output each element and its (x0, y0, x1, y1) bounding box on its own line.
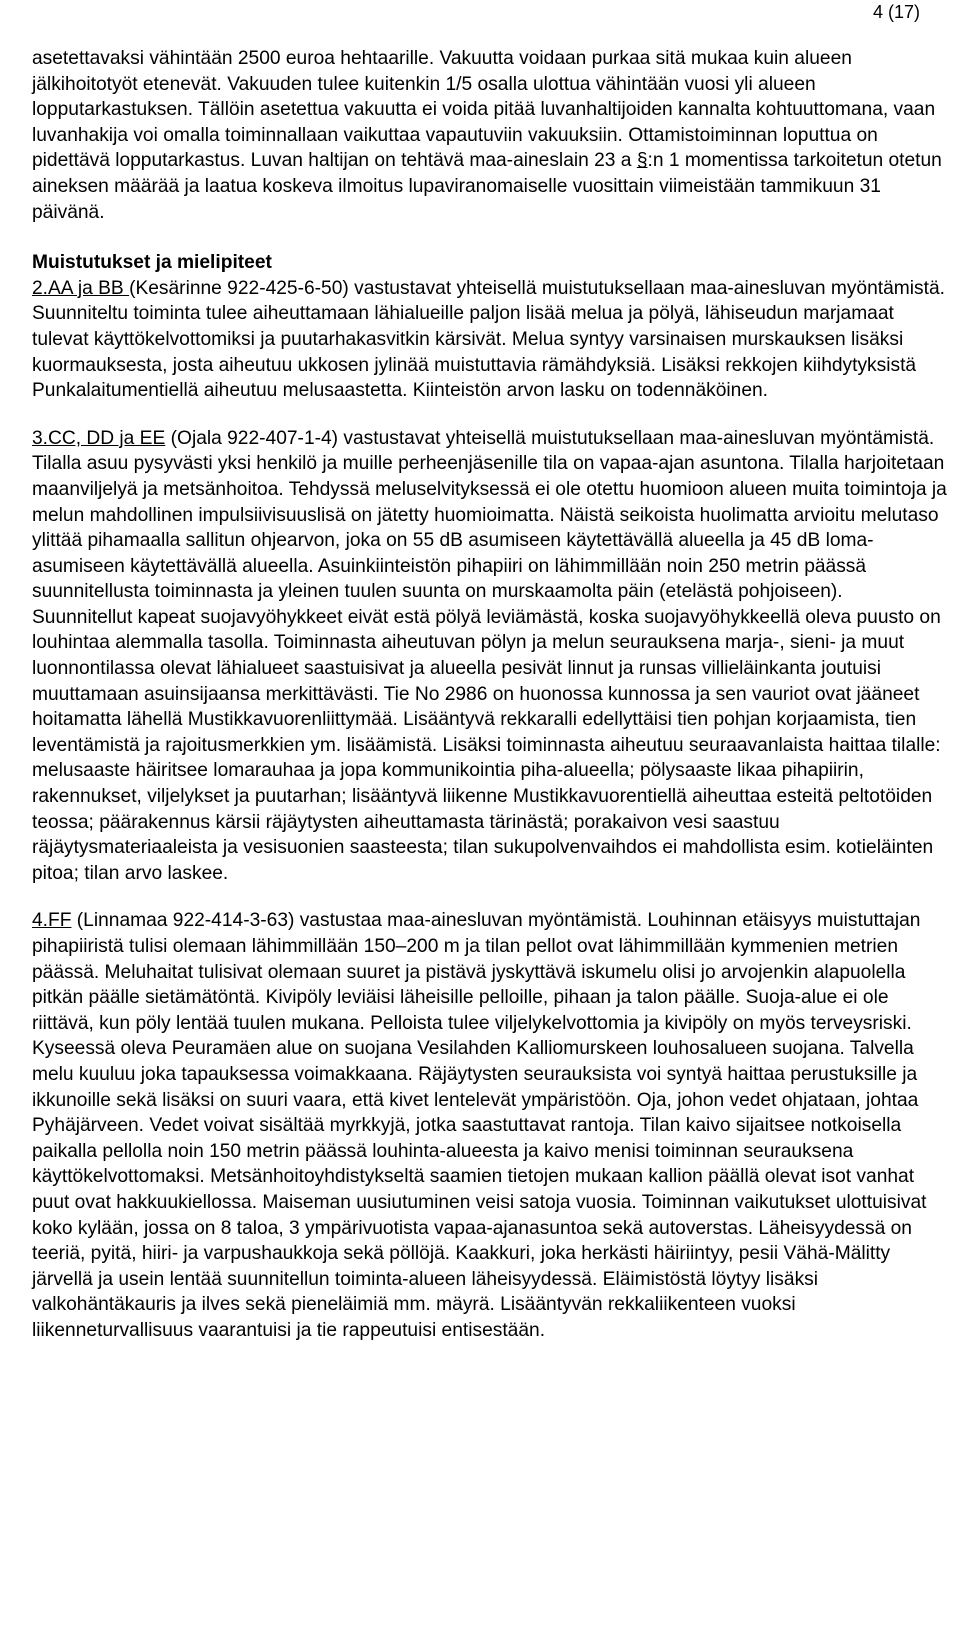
statement-2-label: 2.AA ja BB (32, 277, 130, 299)
page-number: 4 (17) (872, 2, 920, 22)
section-heading: Muistutukset ja mielipiteet (32, 252, 272, 274)
intro-paragraph (32, 46, 948, 225)
intro-text-2: :n 1 momentissa tarkoitetun otetun aineksen määrää ja laatua koskeva ilmoitus lupaviranomaiselle vuosittain viimeistään tammikuun 31 päivänä. (32, 150, 942, 223)
statement-2-text: (Kesärinne 922-425-6-50) vastustavat yhteisellä muistutuksellaan maa-ainesluvan myöntämistä. Suunniteltu toiminta tulee aiheuttamaan lähialueille paljon lisää melua ja pölyä, lähiseudun marjamaat tulevat käyttökelvottomiksi ja puutarhakasvitkin kärsivät. Melua syntyy varsinaisen murskauksen lisäksi kuormauksesta, josta aiheutuu ukkosen jylinää muistuttavia rämähdyksiä. Lisäksi rekkojen kiihdytyksistä Punkalaitumentiellä aiheutuu melusaastetta. Kiinteistön arvon lasku on todennäköinen. (32, 277, 945, 402)
statement-3 (32, 426, 948, 887)
intro-text-1: asetettavaksi vähintään 2500 euroa hehtaarille. Vakuutta voidaan purkaa sitä mukaa kuin alueen jälkihoitotyöt etenevät. Vakuuden tulee kuitenkin 1/5 osalla ulottua vähintään vuosi yli alueen lopputarkastuksen. Tällöin asetettua vakuutta ei voida pitää luvanhaltijoiden kannalta kohtuuttomana, vaan luvanhakija voi omalla toiminnallaan vaikuttaa vapautuviin vakuuksiin. Ottamistoiminnan loputtua on pidettävä lopputarkastus. Luvan haltijan on tehtävä maa-aineslain 23 a (32, 48, 936, 172)
section-mark: § (636, 150, 648, 172)
statement-2 (32, 276, 948, 404)
statement-3-label: 3.CC, DD ja EE (32, 427, 166, 449)
statement-4-text: (Linnamaa 922-414-3-63) vastustaa maa-ainesluvan myöntämistä. Louhinnan etäisyys muistuttajan pihapiiristä tulisi olemaan lähimmillään 150–200 m ja tilan pellot ovat lähimmillään kymmenien metrien päässä. Meluhaitat tulisivat olemaan suuret ja pistävä jyskyttävä iskumelu olisi jo arvojenkin alapuolella pitkän päälle sietämätöntä. Kivipöly leviäisi läheisille pelloille, pihaan ja talon päälle. Suoja-alue ei ole riittävä, kun pöly lentää tuulen mukana. Pelloista tulee viljelykelvottomia ja kivipöly on myös terveysriski. Kyseessä oleva Peuramäen alue on suojana Vesilahden Kalliomurskeen louhosalueen suojana. Talvella melu kuuluu joka tapauksessa voimakkaana. Räjäytysten seurauksista voi syntyä haittaa perustuksille ja ikkunoille sekä lisäksi on suuri vaara, että kivet lentelevät ympäristöön. Oja, johon vedet ohjataan, johtaa Pyhäjärveen. Vedet voivat sisältää myrkkyjä, jotka saastuttavat rantoja. Tilan kaivo sijaitsee notkoisella paikalla pellolla noin 150 metrin päässä louhinta-alueesta ja kaivo menisi toiminnan seurauksena käyttökelvottomaksi. Metsänhoitoyhdistykseltä saamien tietojen mukaan kallion päällä olevat isot vanhat puut ovat hakkuukiellossa. Maiseman uusiutuminen veisi satoja vuosia. Toiminnan vaikutukset ulottuisivat koko kylään, jossa on 8 taloa, 3 ympärivuotista vapaa-ajanasuntoa sekä autoverstas. Läheisyydessä on teeriä, pyitä, hiiri- ja varpushaukkoja sekä pöllöjä. Kaakkuri, joka herkästi häiriintyy, pesii Vähä-Mälitty järvellä ja usein lentää suunnitellun toiminta-alueen läheisyydessä. Eläimistöstä löytyy lisäksi valkohäntäkauris ja ilves sekä pieneläimiä mm. mäyrä. Lisääntyvän rekkaliikenteen vuoksi liikenneturvallisuus vaarantuisi ja tie rappeutuisi entisestään. (32, 910, 927, 1341)
document-body (32, 46, 948, 1344)
statement-4 (32, 908, 948, 1343)
statement-4-label: 4.FF (32, 910, 72, 932)
statement-3-text: (Ojala 922-407-1-4) vastustavat yhteisellä muistutuksellaan maa-ainesluvan myöntämistä. Tilalla asuu pysyvästi yksi henkilö ja muille perheenjäsenille tila on vapaa-ajan asuntona. Tilalla harjoitetaan maanviljelyä ja metsänhoitoa. Tehdyssä meluselvityksessä ei ole otettu huomioon alueen muita toimintoja ja melun mahdollinen impulsiivisuuslisä on jätetty huomioimatta. Näistä seikoista huolimatta arvioitu melutaso ylittää pihamaalla sallitun ohjearvon, joka on 55 dB asumiseen käytettävällä alueella ja 45 dB loma-asumiseen käytettävällä alueella. Asuinkiinteistön pihapiiri on lähimmillään noin 250 metrin päässä suunnitellusta toiminnasta ja yleinen tuulen suunta on murskaamolta päin (etelästä pohjoiseen). Suunnitellut kapeat suojavyöhykkeet eivät estä pölyä leviämästä, koska suojavyöhykkeellä oleva puusto on louhintaa alemmalla tasolla. Toiminnasta aiheutuvan pölyn ja melun seurauksena marja-, sieni- ja muut luonnontilassa olevat lähialueet saastuisivat ja alueella pesivät linnut ja runsas villieläinkanta joutuisi muuttamaan asuinsijaansa merkittävästi. Tie No 2986 on huonossa kunnossa ja sen vauriot ovat jääneet hoitamatta lähellä Mustikkavuorenliittymää. Lisääntyvä rekkaralli edellyttäisi tien pohjan korjaamista, tien leventämistä ja rajoitusmerkkien ym. lisäämistä. Lisäksi toiminnasta aiheutuu seuraavanlaista haittaa tilalle: melusaaste häiritsee lomarauhaa ja jopa kommunikointia piha-alueella; pölysaaste likaa pihapiirin, rakennukset, viljelykset ja puutarhan; lisääntyvä liikenne Mustikkavuorentiellä aiheuttaa esteitä peltotöiden teossa; päärakennus kärsii räjäytysten aiheuttamasta tärinästä; porakaivon vesi saastuu räjäytysmateriaaleista ja vesisuonien saasteesta; tilan sukupolvenvaihdos ei mahdollista esim. kotieläinten pitoa; tilan arvo laskee. (32, 427, 947, 884)
